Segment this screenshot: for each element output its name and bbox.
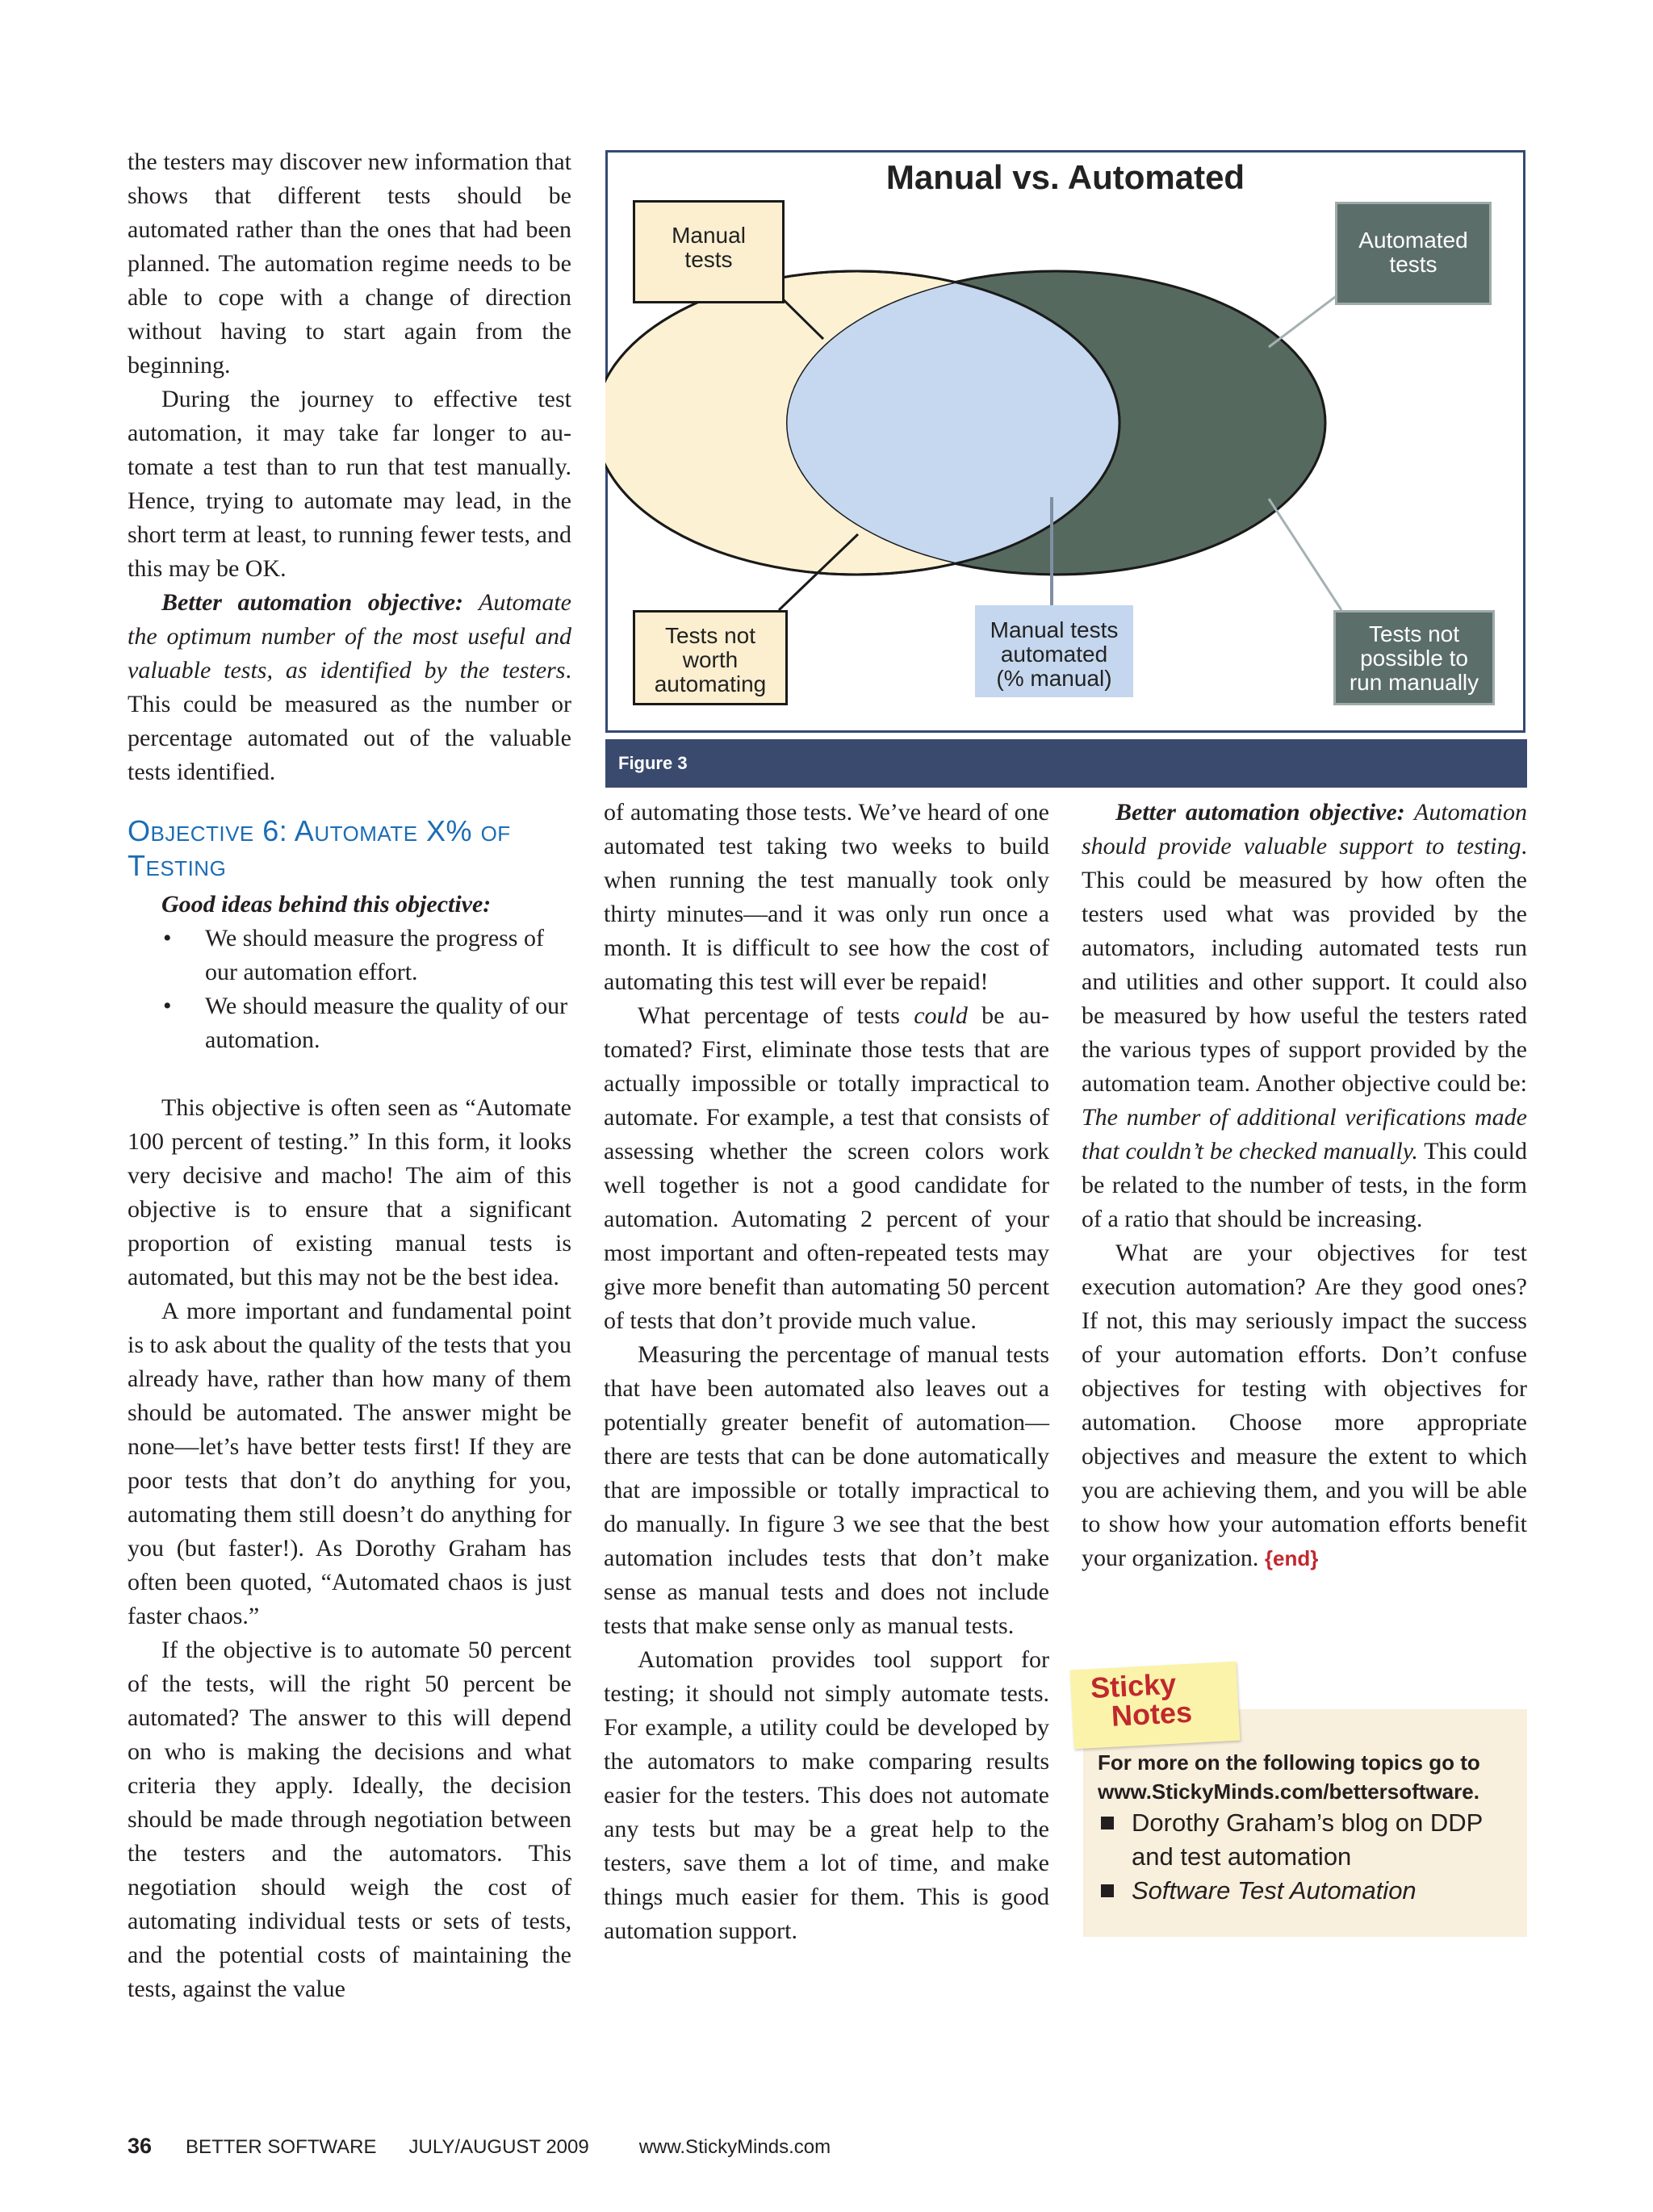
manual-tests-label: Manual tests (633, 200, 785, 303)
sticky-intro: For more on the following topics go to www.StickyMinds.com/bettersoftware. (1098, 1750, 1480, 1804)
issue-date: JULY/AUGUST 2009 (408, 2136, 589, 2158)
paragraph-part: This could be related to the number of tests, in the form of a ratio that should be increasing. (1082, 1138, 1527, 1232)
subheading: Good ideas behind this objective: (161, 891, 492, 918)
bullet-icon: • (163, 993, 172, 1019)
objective-italic: Automation should provide valuable support to testing (1082, 799, 1528, 859)
heading-part: 6: A (253, 814, 315, 847)
bullet-icon: • (163, 925, 172, 951)
paragraph-rest: . This could be measured as the number or percentage automated out of the valuable tests identified. (128, 657, 571, 785)
column-1 (128, 145, 571, 2006)
lead-in-label: Better automation objective: (161, 589, 464, 616)
heading-part: BJECTIVE (150, 822, 254, 846)
heading-part: O (128, 814, 151, 847)
sticky-notes-title (1077, 1666, 1233, 1733)
paragraph-emphasis: could (914, 1002, 968, 1029)
paragraph: Measuring the percentage of manual tests that have been automated also leaves out a potentially greater benefit of automation—there are tests that can be done automatically that are impossible or totally impractical to do manually. In figure 3 we see that the best automation includes tests that don’t make sense as manual tests and does not include tests that make sense only as manual tests. (604, 1341, 1049, 1639)
sticky-title-line: Sticky (1090, 1666, 1178, 1705)
column-3 (1082, 796, 1527, 1575)
paragraph: A more important and fundamental point is to ask about the quality of the tests that you already have, rather than how many of them should be automated. The answer might be none—let’s have better tests first! If they are poor tests that don’t do anything for you, automating them still doesn’t do anything for you (but faster!). As Dorothy Graham has often been quoted, “Automated chaos is just faster chaos.” (128, 1298, 571, 1629)
magazine-name: BETTER SOFTWARE (186, 2136, 377, 2158)
column-2 (604, 796, 1049, 1948)
sticky-title-line: Notes (1110, 1695, 1193, 1733)
paragraph: of automating those tests. We’ve heard of one automated test taking two weeks to build when running the test manually took only thirty minutes—and it was only run once a month. It is difficult to see how the cost of automating this test will ever be repaid! (604, 799, 1049, 995)
list-item-text: We should measure the quality of our automation. (205, 993, 568, 1053)
website-link[interactable]: www.StickyMinds.com (638, 2136, 831, 2158)
manual-tests-automated-label: Manual tests automated (% manual) (975, 605, 1133, 697)
page-footer (128, 2134, 1258, 2159)
square-bullet-icon (1101, 1884, 1114, 1897)
paragraph: Automation provides tool support for testing; it should not simply automate tests. For example, a utility could be developed by the automators to make comparing results easier for the testers. This does not automate any tests but may be a great help to the testers, save them a lot of time, and make things much easier for them. This is good automation support. (604, 1646, 1049, 1944)
sticky-link-text: Software Test Automation (1132, 1876, 1417, 1905)
section-heading (128, 815, 571, 884)
paragraph-emphasis: The number of additional verifications made that couldn’t be checked manually. (1082, 1104, 1527, 1165)
paragraph: If the objective is to automate 50 percent of the tests, will the right 50 percent be automated? The answer to this will depend on who is making the decisions and what criteria they apply. Ideally, the decision should be made through negotiation between the testers and the automators. This negotiation should weigh the cost of automating individual tests or sets of tests, and the potential costs of maintaining the tests, against the value (128, 1637, 571, 2002)
list-item (128, 989, 571, 1057)
bullet-list (128, 922, 571, 1057)
not-possible-manually-label: Tests not possible to run manually (1333, 610, 1495, 705)
sticky-link-item[interactable] (1098, 1874, 1517, 1908)
objective-italic: Automate the optimum number of the most useful and valuable tests, as identified by the testers (128, 589, 572, 684)
square-bullet-icon (1101, 1817, 1114, 1829)
list-item-text: We should measure the progress of our automation effort. (205, 925, 544, 985)
not-worth-automating-label: Tests not worth automating (633, 610, 788, 705)
paragraph-part: What percentage of tests (638, 1002, 914, 1029)
sticky-links-list (1098, 1806, 1517, 1908)
figure-caption: Figure 3 (605, 739, 1527, 788)
paragraph-part: . This could be measured by how often the testers used what was provided by the automators, including automated tests run and utilities and other support. It could also be measured by how useful the testers rated the various types of support provided by the automation team. Another objective could be: (1082, 833, 1527, 1097)
paragraph-part: be automated? First, eliminate those tests that are actually impossible or totally impractical to automate. For example, a test that consists of assessing whether the screen colors work well together is not a good candidate for automation. Automating 2 percent of your most important and often-repeated tests may give more benefit than automating 50 percent of tests that don’t provide much value. (604, 1002, 1049, 1334)
paragraph: During the journey to effective test automation, it may take far longer to automate a test than to run that test manually. Hence, trying to automate may lead, in the short term at least, to running fewer tests, and this may be OK. (128, 386, 571, 582)
page-number: 36 (128, 2134, 153, 2158)
paragraph (128, 586, 571, 789)
paragraph (604, 999, 1049, 1338)
heading-part: OF (480, 822, 511, 846)
heading-part: ESTING (145, 856, 227, 880)
heading-part: UTOMATE (314, 822, 418, 846)
paragraph-part: What are your objectives for test execution automation? Are they good ones? If not, this may seriously impact the success of your automation efforts. Don’t confuse objectives for testing with objectives for automation. Choose more appropriate objectives and measure the extent to which you are achieving them, and you will be able to show how your automation efforts benefit your organization. (1082, 1240, 1527, 1571)
paragraph (1082, 796, 1527, 1236)
end-marker: {end} (1264, 1546, 1319, 1570)
figure-title: Manual vs. Automated (885, 158, 1245, 196)
connector-line (1269, 499, 1341, 610)
automated-tests-label: Automated tests (1335, 202, 1492, 305)
paragraph (1082, 1236, 1527, 1575)
sticky-link-item[interactable] (1098, 1806, 1517, 1874)
paragraph: the testers may discover new information that shows that different tests should be automated rather than the ones that had been planned. The automation regime needs to be able to cope with a change of direction without having to start again from the beginning. (128, 148, 571, 378)
heading-part: T (128, 849, 146, 882)
paragraph: This objective is often seen as “Automate 100 percent of testing.” In this form, it looks very decisive and macho! The aim of this objective is to ensure that a significant proportion of existing manual tests is automated, but this may not be the best idea. (128, 1094, 571, 1290)
list-item (128, 922, 571, 989)
lead-in-label: Better automation objective: (1115, 799, 1405, 826)
sticky-link-text: Dorothy Graham’s blog on DDP and test automation (1132, 1808, 1483, 1871)
heading-part: X% (417, 814, 481, 847)
